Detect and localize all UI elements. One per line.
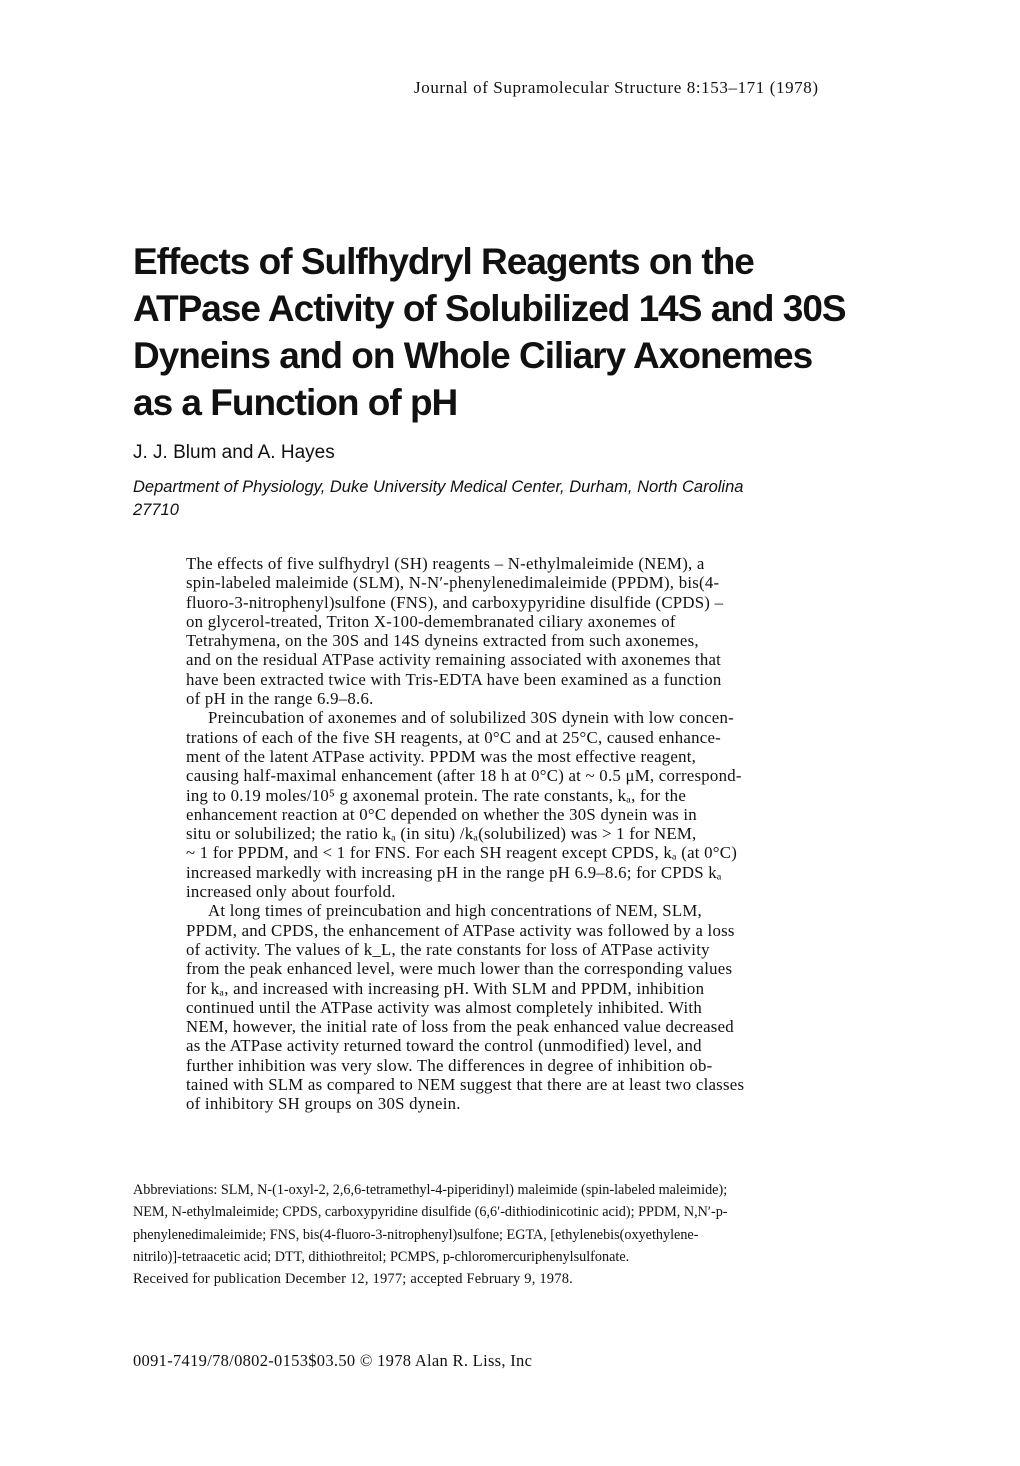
- abstract-line: continued until the ATPase activity was almost completely inhibited. With: [186, 997, 702, 1017]
- abbreviations-line: Abbreviations: SLM, N-(1-oxyl-2, 2,6,6-tetramethyl-4-piperidinyl) maleimide (spin-labeled maleimide);: [133, 1182, 728, 1198]
- abstract-line: of pH in the range 6.9–8.6.: [186, 689, 374, 709]
- abstract-line: further inhibition was very slow. The differences in degree of inhibition ob-: [186, 1055, 713, 1075]
- abstract: [186, 554, 744, 1114]
- affiliation: [133, 476, 743, 522]
- abbreviations-line: nitrilo)]-tetraacetic acid; DTT, dithiothreitol; PCMPS, p-chloromercuriphenylsulfonate.: [133, 1248, 630, 1265]
- abstract-line: fluoro-3-nitrophenyl)sulfone (FNS), and carboxypyridine disulfide (CPDS) –: [186, 592, 724, 612]
- abstract-line: for kₐ, and increased with increasing pH. With SLM and PPDM, inhibition: [186, 978, 705, 998]
- abstract-line: increased only about fourfold.: [186, 882, 396, 902]
- received-date: Received for publication December 12, 1977; accepted February 9, 1978.: [133, 1271, 573, 1287]
- abstract-line: and on the residual ATPase activity remaining associated with axonemes that: [186, 650, 722, 670]
- affiliation-line: Department of Physiology, Duke University Medical Center, Durham, North Carolina: [133, 478, 744, 496]
- authors: J. J. Blum and A. Hayes: [133, 442, 335, 463]
- title-line: ATPase Activity of Solubilized 14S and 30S: [133, 288, 846, 329]
- abstract-line: from the peak enhanced level, were much lower than the corresponding values: [186, 959, 733, 979]
- abstract-line: ~ 1 for PPDM, and < 1 for FNS. For each SH reagent except CPDS, kₐ (at 0°C): [186, 843, 738, 863]
- abstract-line: situ or solubilized; the ratio kₐ (in situ) /kₐ(solubilized) was > 1 for NEM,: [186, 824, 697, 844]
- abbreviations-line: NEM, N-ethylmaleimide; CPDS, carboxypyridine disulfide (6,6′-dithiodinicotinic acid); PPDM, N,N′-p-: [133, 1204, 728, 1221]
- abstract-line: trations of each of the five SH reagents, at 0°C and at 25°C, caused enhance-: [186, 727, 721, 747]
- abstract-line: tained with SLM as compared to NEM suggest that there are at least two classes: [186, 1075, 745, 1095]
- abstract-line: The effects of five sulfhydryl (SH) reagents – N-ethylmaleimide (NEM), a: [186, 554, 705, 573]
- abstract-line: as the ATPase activity returned toward the control (unmodified) level, and: [186, 1036, 702, 1056]
- abstract-line: increased markedly with increasing pH in the range pH 6.9–8.6; for CPDS kₐ: [186, 862, 722, 882]
- abstract-line: At long times of preincubation and high concentrations of NEM, SLM,: [208, 901, 702, 921]
- abstract-line: of inhibitory SH groups on 30S dynein.: [186, 1094, 461, 1114]
- copyright-line: 0091-7419/78/0802-0153$03.50 © 1978 Alan R. Liss, Inc: [133, 1351, 533, 1370]
- abstract-line: have been extracted twice with Tris-EDTA have been examined as a function: [186, 669, 722, 689]
- abstract-line: ment of the latent ATPase activity. PPDM was the most effective reagent,: [186, 746, 697, 766]
- abstract-line: NEM, however, the initial rate of loss from the peak enhanced value decreased: [186, 1017, 734, 1037]
- abstract-line: Preincubation of axonemes and of solubilized 30S dynein with low concen-: [208, 708, 734, 728]
- title-line: Effects of Sulfhydryl Reagents on the: [133, 241, 754, 282]
- title-line: Dyneins and on Whole Ciliary Axonemes: [133, 335, 813, 376]
- abstract-line: causing half-maximal enhancement (after 18 h at 0°C) at ~ 0.5 μM, correspond-: [186, 766, 742, 786]
- running-head: Journal of Supramolecular Structure 8:153–171 (1978): [414, 78, 819, 97]
- title-line: as a Function of pH: [133, 382, 458, 423]
- affiliation-line: 27710: [133, 501, 179, 519]
- abstract-line: PPDM, and CPDS, the enhancement of ATPase activity was followed by a loss: [186, 920, 735, 940]
- abbreviations-line: phenylenedimaleimide; FNS, bis(4-fluoro-3-nitrophenyl)sulfone; EGTA, [ethylenebis(oxyethylene-: [133, 1226, 699, 1243]
- abstract-line: of activity. The values of k_L, the rate constants for loss of ATPase activity: [186, 939, 710, 959]
- abstract-line: enhancement reaction at 0°C depended on whether the 30S dynein was in: [186, 804, 697, 824]
- abbreviations-footnote: [133, 1179, 728, 1268]
- abstract-line: Tetrahymena, on the 30S and 14S dyneins extracted from such axonemes,: [186, 631, 699, 651]
- abstract-line: on glycerol-treated, Triton X-100-demembranated ciliary axonemes of: [186, 611, 676, 631]
- abstract-line: ing to 0.19 moles/10⁵ g axonemal protein. The rate constants, kₐ, for the: [186, 785, 687, 805]
- abstract-line: spin-labeled maleimide (SLM), N-N′-phenylenedimaleimide (PPDM), bis(4-: [186, 573, 720, 593]
- article-title: [133, 238, 933, 426]
